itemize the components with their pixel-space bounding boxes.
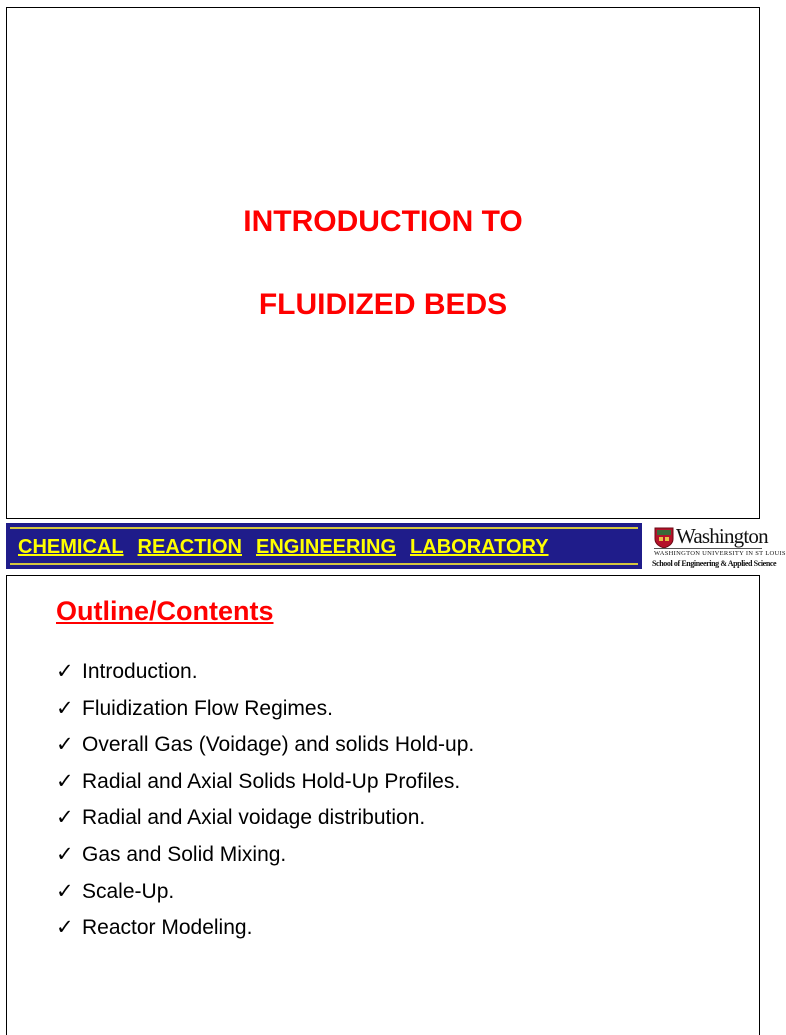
list-item <box>56 764 474 801</box>
banner-word-3: ENGINEERING <box>256 536 397 558</box>
logo-university: WASHINGTON UNIVERSITY IN ST LOUIS <box>654 550 786 557</box>
check-icon: ✓ <box>56 916 74 940</box>
list-item-text: Fluidization Flow Regimes. <box>82 696 333 720</box>
outline-list <box>56 654 474 947</box>
lab-banner-text <box>18 536 563 559</box>
logo-name: Washington <box>676 524 768 548</box>
outline-heading: Outline/Contents <box>56 596 274 626</box>
list-item-text: Gas and Solid Mixing. <box>82 842 287 866</box>
slide-title-line-2: FLUIDIZED BEDS <box>258 288 508 321</box>
list-item-text: Radial and Axial voidage distribution. <box>82 806 426 830</box>
list-item <box>56 910 474 947</box>
list-item <box>56 874 474 911</box>
lab-banner <box>6 523 642 569</box>
outline-slide <box>6 575 760 1035</box>
banner-word-2: REACTION <box>137 536 242 558</box>
banner-word-4: LABORATORY <box>410 536 549 558</box>
check-icon: ✓ <box>56 806 74 830</box>
list-item-text: Introduction. <box>82 660 198 683</box>
list-item-text: Radial and Axial Solids Hold-Up Profiles. <box>82 769 461 793</box>
banner-word-1: CHEMICAL <box>18 536 124 558</box>
list-item-text: Reactor Modeling. <box>82 916 253 940</box>
logo-school: School of Engineering & Applied Science <box>652 559 777 568</box>
list-item-text: Scale-Up. <box>82 879 175 903</box>
check-icon: ✓ <box>56 660 74 683</box>
university-crest-icon <box>654 527 674 549</box>
washington-university-logo <box>650 524 786 572</box>
list-item <box>56 691 474 728</box>
list-item-text: Overall Gas (Voidage) and solids Hold-up. <box>82 733 475 757</box>
list-item <box>56 837 474 874</box>
list-item <box>56 727 474 764</box>
check-icon: ✓ <box>56 842 74 866</box>
check-icon: ✓ <box>56 879 74 903</box>
check-icon: ✓ <box>56 696 74 720</box>
list-item <box>56 654 474 691</box>
title-slide <box>6 7 760 519</box>
slide-title-line-1: INTRODUCTION TO <box>243 205 523 238</box>
list-item <box>56 800 474 837</box>
check-icon: ✓ <box>56 733 74 757</box>
check-icon: ✓ <box>56 769 74 793</box>
